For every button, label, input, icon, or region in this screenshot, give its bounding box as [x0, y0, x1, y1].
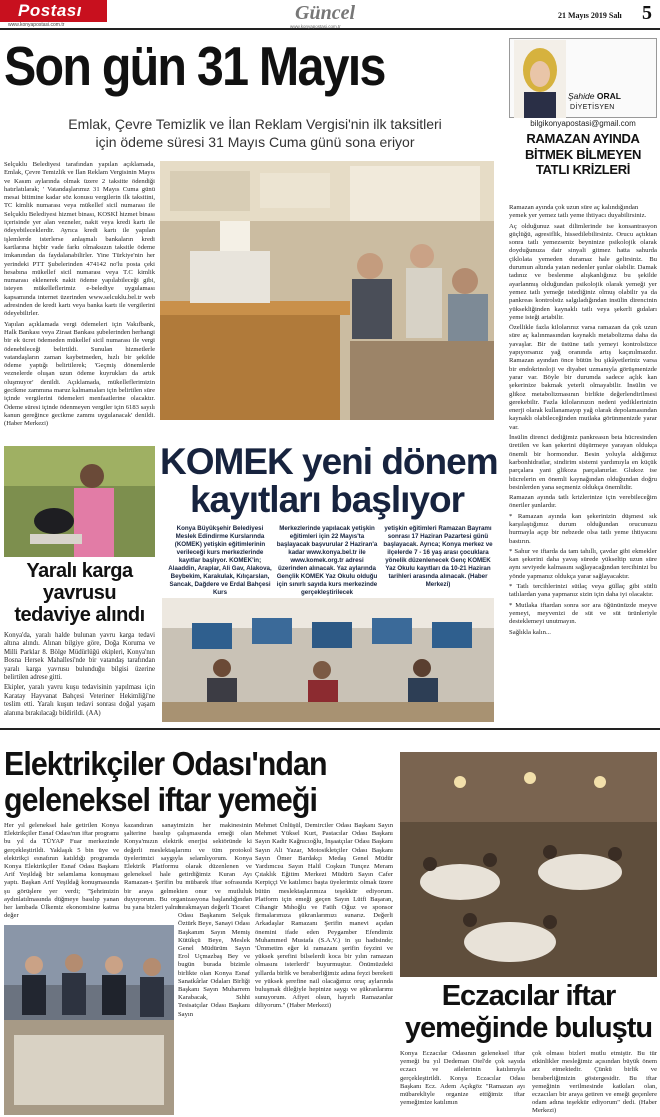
lead-body-p1: Selçuklu Belediyesi tarafından yapılan açıklamada, Emlak, Çevre Temizlik ve İlan Reklam Vergisinin Mayıs ve Kasım aylarında olmak üzere 2 taksitte ödendiği hatırlatılarak; ' Vatandaşlarımız 31 Mayıs Cuma günü mesai bitimine kadar söz konusu vergilerin ilk taksitini, TC kimlik numarası veya mükellef sicil numarası ile Selçuklu Belediyesi hizmet binası, KOSKİ hizmet binası içerisinde yer alan vezneler, nakit veya kredi kartı ile ödeyebileceklerdir. Ayrıca kredi kartı ile yapılan işlemlerde isterlerse anlaşmalı bankaların kredi kartlarına hiçbir vade farkı olmaksızın taksitle ödeme imkanından da faydalanabilirler. Yine Türkiye'nin her yerindeki PTT Şubelerinden 474142 no'lu posta çeki hesabına mükellef sicil numarası veya T.C kimlik numarası eklenerek nakit ödeme yapılabileceği gibi, isteyen mükelleflerimiz e-belediye uygulaması kapsamında internet üzerinden www.selcuklu.bel.tr web adresinden de kredi kartı veya banka kartı ile vergilerini ödeyebilirler.: [4, 161, 155, 318]
columnist-portrait: [514, 40, 566, 118]
columnist-headline-3: TATLI KRİZLERİ: [535, 162, 631, 177]
col-p9: * Tatlı tercihlerinizi sütlaç veya güllaç gibi sütlü tatlılardan yana yapmanız sizin için daha iyi olacaktır.: [509, 583, 657, 599]
page-number: 5: [642, 2, 652, 24]
logo[interactable]: [0, 0, 107, 22]
iftar2-photo[interactable]: [400, 752, 657, 977]
columnist-name: [568, 91, 621, 101]
karga-body-p2: Ekipler, yaralı yavru kuşu tedavisinin yapılması için Karatay Hayvanat Bahçesi Veteriner Hekimliği'ne teslim etti. Yaralı kuşun tedavi sonrası doğal yaşam alanına bırakılacağı bildirildi. (AA): [4, 684, 155, 717]
columnist-body: [509, 204, 657, 724]
karga-body-p1: Konya'da, yaralı halde bulunan yavru karga tedavi altına alındı. Alınan bilgiye göre, Doğa Koruma ve Milli Parklar 8. Bölge Müdürlüğü ekipleri, Konya'nın Bosna Hersek Mahallesi'nde bir vatandaş tarafından yaralı karga yavrusu bulunduğu bilgisi üzerine belirtilen adrese gitti.: [4, 632, 155, 682]
col-p10: * Mutlaka iftardan sonra sor ara öğününüzde meyve yemeyi, meyvenizi de süt ve süt ürünleriyle desteklemeyi unutmayın.: [509, 601, 657, 626]
iftar1-col-1: Her yıl geleneksel hale getirilen Konya Elektrikçiler Esnaf Odası'nın iftar programı bu yıl da TÜYAP Fuar merkezinde gerçekleştirildi. Yaklaşık 5 bin üye ve elektrikçi esnafının katıldığı programda Konya Elektrikçiler Esnaf Odası Başkanı Arif Yeşildağ bir selamlama konuşması yaptı. Başkan Arif Yeşildağ konuşmasında şu görüşlere yer verdi; "Şehrimizin aydınlatılmasında düğmeye basılıp yanan her lambada Ülkemiz ekonomisine katma değer: [4, 822, 119, 920]
lead-body-p2: Yapılan açıklamada vergi ödemeleri için Vakıfbank, Halk Bankası veya Ziraat Bankası şubelerinden herhangi bir ek ücret ödemeden mükellef sicil numarası ile vergi ödenebileceği belirtildi. Sunulan hizmetlerle vatandaşların zaman kaybetmeden, hızlı bir şekilde ödeme yaptığı belirtilerek; 'Geçmiş dönemlerde veznelerde oluşan uzun ödeme kuyrukları da artık oluşmuyor' denildi. Açıklamada, mükelleflerimizin gecikme zammına maruz kalmamaları için belirtilen süre içinde vergilerini ödemeleri menfaatlerine olacaktır. Ödeme süresi içinde ödenmeyen vergiler için 6183 sayılı kanun gereğince gecikme zammı uygulanacak' denildi. (Haber Merkezi): [4, 320, 155, 428]
crow-care-photo: [4, 446, 155, 557]
columnist-box: [509, 38, 657, 118]
iftar1-col-2b: bırakmayan değerli Ticaret Odası Başkanım Selçuk Öztürk Beye, Sanayi Odası Başkanım Sayın Memiş Kütükçü Beye, Meslek Genel Müdürüm Sayın Erol Uçmazbaş Bey ve bugün burada bizimle birlikte olan Konya Esnaf Sanatkârlar Odaları Birliği Başkanı Sayın Muharrem Karabacak, Sıhhi Tesisatçılar Odası Başkanı Sayın: [178, 904, 250, 1018]
pharmacists-iftar-photo: [400, 752, 657, 977]
tax-office-photo: [160, 161, 494, 420]
columnist-first-name: Şahide: [568, 91, 595, 101]
lead-body: [4, 161, 155, 427]
komek-col-2: Merkezlerinde yapılacak yetişkin eğitimleri için 22 Mayıs'ta başlayacak başvurular 2 Haziran'a kadar www.konya.bel.tr ile www.komek.org.tr adresi üzerinden alınacak. Yaz aylarında Gençlik KOMEK Yaz Okulu olduğu için sınırlı sayıda kurs merkezinde gerçekleştirilecek: [276, 525, 378, 596]
iftar2-col-2: çok olması bizleri mutlu etmiştir. Bu tür etkinlikler mesleğimiz açısından büyük önem arz etmektedir. Çünkü birlik ve beraberliğimizin göstergesidir. Bu iftar yemeğinin verilmesinde katkıları olan, eczacıları bir araya getiren ve emeği geçenlere odam adına teşekkür ediyorum" dedi. (Haber Merkezi): [532, 1050, 657, 1115]
columnist-email[interactable]: bilgikonyapostasi@gmail.com: [530, 119, 636, 128]
iftar1-col-2a: kazandıran sanayimizin her makinesinin şalterine basılıp çalışmasında emeği olan Konya'mızın elektrik enerjisi sektöründe ki değerli meslektaşlarımı ve tüm protokol üyelerimizi saygıyla selamlıyorum. Konya Elektrik Platformu olarak düzenlenen ve geleneksel hale getirdiğimiz Kuran Ayı Ramazan-ı Şerifin bu mübarek iftar sofrasında bir araya gelmekten onur ve mutluluk duyuyorum. Bu organizasyona başlandığından bu yana bizleri yalnız: [124, 822, 252, 912]
columnist-last-name: ORAL: [596, 91, 621, 101]
electricians-iftar-photo: [4, 925, 174, 1115]
karga-headline-1: Yaralı karga: [26, 560, 133, 582]
col-p1: Ramazan ayında çok uzun süre aç kalındığından: [509, 204, 639, 211]
komek-headline-1: KOMEK yeni dönem: [160, 441, 498, 482]
karga-headline-3: tedaviye alındı: [14, 604, 145, 626]
komek-photo[interactable]: [162, 598, 494, 722]
computer-class-photo: [162, 598, 494, 722]
columnist-headline-1: RAMAZAN AYINDA: [526, 131, 640, 146]
col-p11: Sağlıkla kalın...: [509, 628, 551, 636]
col-p5: İnsülin direnci dediğimiz pankreasın beta hücresinden üretilen ve kan şekerini düşürmeye yarayan oldukça önemli bir hormondur. Besin yoluyla aldığımız karbonhidratlar, sindirim sistemi yardımıyla en küçük parçalara yani glikoza parçalanırlar. Glukoz ise hücrelerin en önemli kaynağından olduğundan doğru besinlerden yana seçmeniz oldukça önemlidir.: [509, 434, 657, 491]
lead-subhead-2: için ödeme süresi 31 Mayıs Cuma günü sona eriyor: [95, 134, 415, 150]
iftar1-col-3: Mehmet Ünlüşül, Demirciler Odası Başkanı Sayın Mehmet Yüksel Kurt, Pastacılar Odası Başkanı Sayın Kadir Kağnıcıoğlu, İnşaatçılar Odası Başkanı Sayın Ali Yazar, Motosikletçiler Odası Başkanı Sayın Ömer Bardakçı Medaş Genel Müdür Yardımcısı Sayın Halil Coşkun Tunçez Meram Çıtaklık Eğitim Merkezi Müdürü Sayın Cafer Kerpiççi Ve katılımcı başta üyelerimiz olmak üzere bütün meslektaşlarımıza teşekkür ediyorum. Platform için emeği geçen Sayın Lütfi Başaran, Cihangir Mıhoğlu ve Fatih Oğuz ve sponsor firmalarımıza şükranlarımızı sunarız. Değerli Arkadaşlar Ramazanı Şerifin manevi açıdan önemini ifade eden Peygamber Efendimiz Muhammed Mustafa (S.A.V.) in şu hadisinde; 'Ümmetim eğer ki ramazanı şerifin feyzini ve yüksek şerefini bilselerdi koca bir yılın ramazan olmasını isterlerdi' buyurmuştur. Önümüzdeki yıllarda birlik ve beraberliğimiz adına feyzi bereketi ve yüksek şerefine nail olacağımız oruç aylarında buluşmak dileğiyle hepinize saygı ve şükranlarımı sunuyorum. Afiyet olsun, hayırlı Ramazanlar diliyorum." (Haber Merkezi): [255, 822, 393, 1010]
col-p4: Özellikle fazla kilolarınız varsa ramazan da çok uzun süre aç kalınmasından kaynaklı metabolizma daha da yavaşlar. Bir de üstüne tatlı yemeyi kontrolsüzce yapıyorsanız yağ oranında artış kaçınılmazdır. Ramazan ayından önce bütün bu şikâyetleriniz varsa bir endokrinoloji ve diyabet uzmanıyla görüşmenizde yarar var. Böyle bir durumda sadece açlık kan şekerinize bakmak yeterli olmayabilir. İnsülin ve glikoz metabolizmasının birlikte değerlendirilmesi gerekebilir. Fazla kilolarınızın nedeni yediklerinizin enerji olarak kullanamayıp yağ olarak depolamasından kaynaklı olabileceğinden mutlaka görünmenizde yarar var.: [509, 324, 657, 431]
iftar2-headline-1: Eczacılar iftar: [441, 980, 616, 1012]
issue-date: 21 Mayıs 2019 Salı: [558, 11, 622, 20]
section-divider: [0, 728, 660, 730]
iftar1-headline-1: Elektrikçiler Odası'ndan: [4, 745, 327, 782]
komek-col-1: Konya Büyükşehir Belediyesi Meslek Edindirme Kurslarında (KOMEK) yetişkin eğitimlerinin verileceği kurs merkezlerinde kayıtlar başlıyor. KOMEK'in; Alaaddin, Araplar, Ali Gav, Alakova, Beybekim, Karakulak, Kılıçarslan, Sancak, Dağdere ve Erdal Bahçesi Kurs: [168, 525, 272, 596]
karga-photo[interactable]: [4, 446, 155, 557]
site-url[interactable]: www.konyapostasi.com.tr: [8, 22, 65, 28]
columnist-headline-2: BİTMEK BİLMEYEN: [524, 146, 642, 162]
lead-headline: Son gün 31 Mayıs: [4, 35, 385, 97]
iftar2-col-1: Konya Eczacılar Odasının geleneksel iftar yemeği bu yıl Dedeman Otel'de çok sayıda eczacı ve ailelerinin katılımıyla gerçekleştirildi. Konya Eczacılar Odası Başkanı Ecz. Adem Açıkgöz "Ramazan ayı mübarekliyle organize ettiğimiz iftar yemeğimize katılımın: [400, 1050, 525, 1107]
col-p7: * Ramazan ayında kan şekerinizin düşmesi sık karşılaştığımız durum olduğundan orucunuzu hurmayla açıp bir nebzede olsa tatlı yeme ihtiyacını bastırın.: [509, 512, 657, 545]
col-p2: yemek yer yemez tatlı yeme ihtiyacı duyabilirsiniz.: [509, 212, 647, 220]
karga-headline-2: yavrusu: [42, 582, 117, 604]
header-site-small: www.konyapostasi.com.tr: [290, 24, 341, 29]
iftar1-headline-2: geleneksel iftar yemeği: [4, 781, 317, 818]
lead-subhead-1: Emlak, Çevre Temizlik ve İlan Reklam Vergisi'nin ilk taksitleri: [68, 116, 442, 132]
komek-col-3: yetişkin eğitimleri Ramazan Bayramı sonrası 17 Haziran Pazartesi günü başlayacak. Ayrıca; Konya merkez ve ilçelerde 7 - 16 yaş arası çocuklara yönelik düzenlenecek Genç KOMEK Yaz Okulu kayıtları da 10-21 Haziran tarihleri arasında alınacak. (Haber Merkezi): [383, 525, 493, 588]
karga-body: [4, 632, 155, 724]
col-p8: * Sahur ve iftarda da tam tahıllı, çavdar gibi ekmekler kan şekerini daha yavaş sürede yükseltip uzun süre aynı seviyede kalmasını sağlayacağından tercihinizi bu yönde yapmanız oldukça yarar sağlayacaktır.: [509, 547, 657, 580]
section-title: Güncel: [295, 2, 355, 24]
komek-headline-2: kayıtları başlıyor: [189, 479, 465, 520]
iftar1-photo[interactable]: [4, 925, 174, 1115]
lead-photo[interactable]: [160, 161, 494, 420]
col-p3: Aç olduğunuz saat dilimlerinde ise konsantrasyon güçlüğü, agresiflik, hissedilebilirsiniz. Orucu açtıktan sonra tatlı yemezseniz beyninize psikolojik olarak doyduğunuza dair sinyali gitmez hatta sahurda çiklolata yemeden duramaz hale gelirsiniz. Bu durumun altında yatan nedenler şunlar olabilir. Damak tadınız ve beslenme alışkanlığınız bu şekilde ayarlanmış olduğundan psikolojik olarak yemeği yer yemez tatlı yemeğe istediğiniz olmuş olabilir ya da pankreas kontrolsüz salgıladığından insülin direncinin yüksekliğinden kaynaklı tatlı veya şekerli gıdaları yeme isteği artabilir.: [509, 222, 657, 321]
logo-text: Postası: [18, 1, 82, 20]
iftar2-headline-2: yemeğinde buluştu: [404, 1012, 653, 1044]
columnist-title: DİYETİSYEN: [570, 104, 615, 111]
columnist-headline: [509, 131, 657, 178]
masthead: [0, 0, 660, 30]
col-p6: Ramazan ayında tatlı krizlerinize için verebileceğim öneriler şunlardır.: [509, 494, 657, 510]
